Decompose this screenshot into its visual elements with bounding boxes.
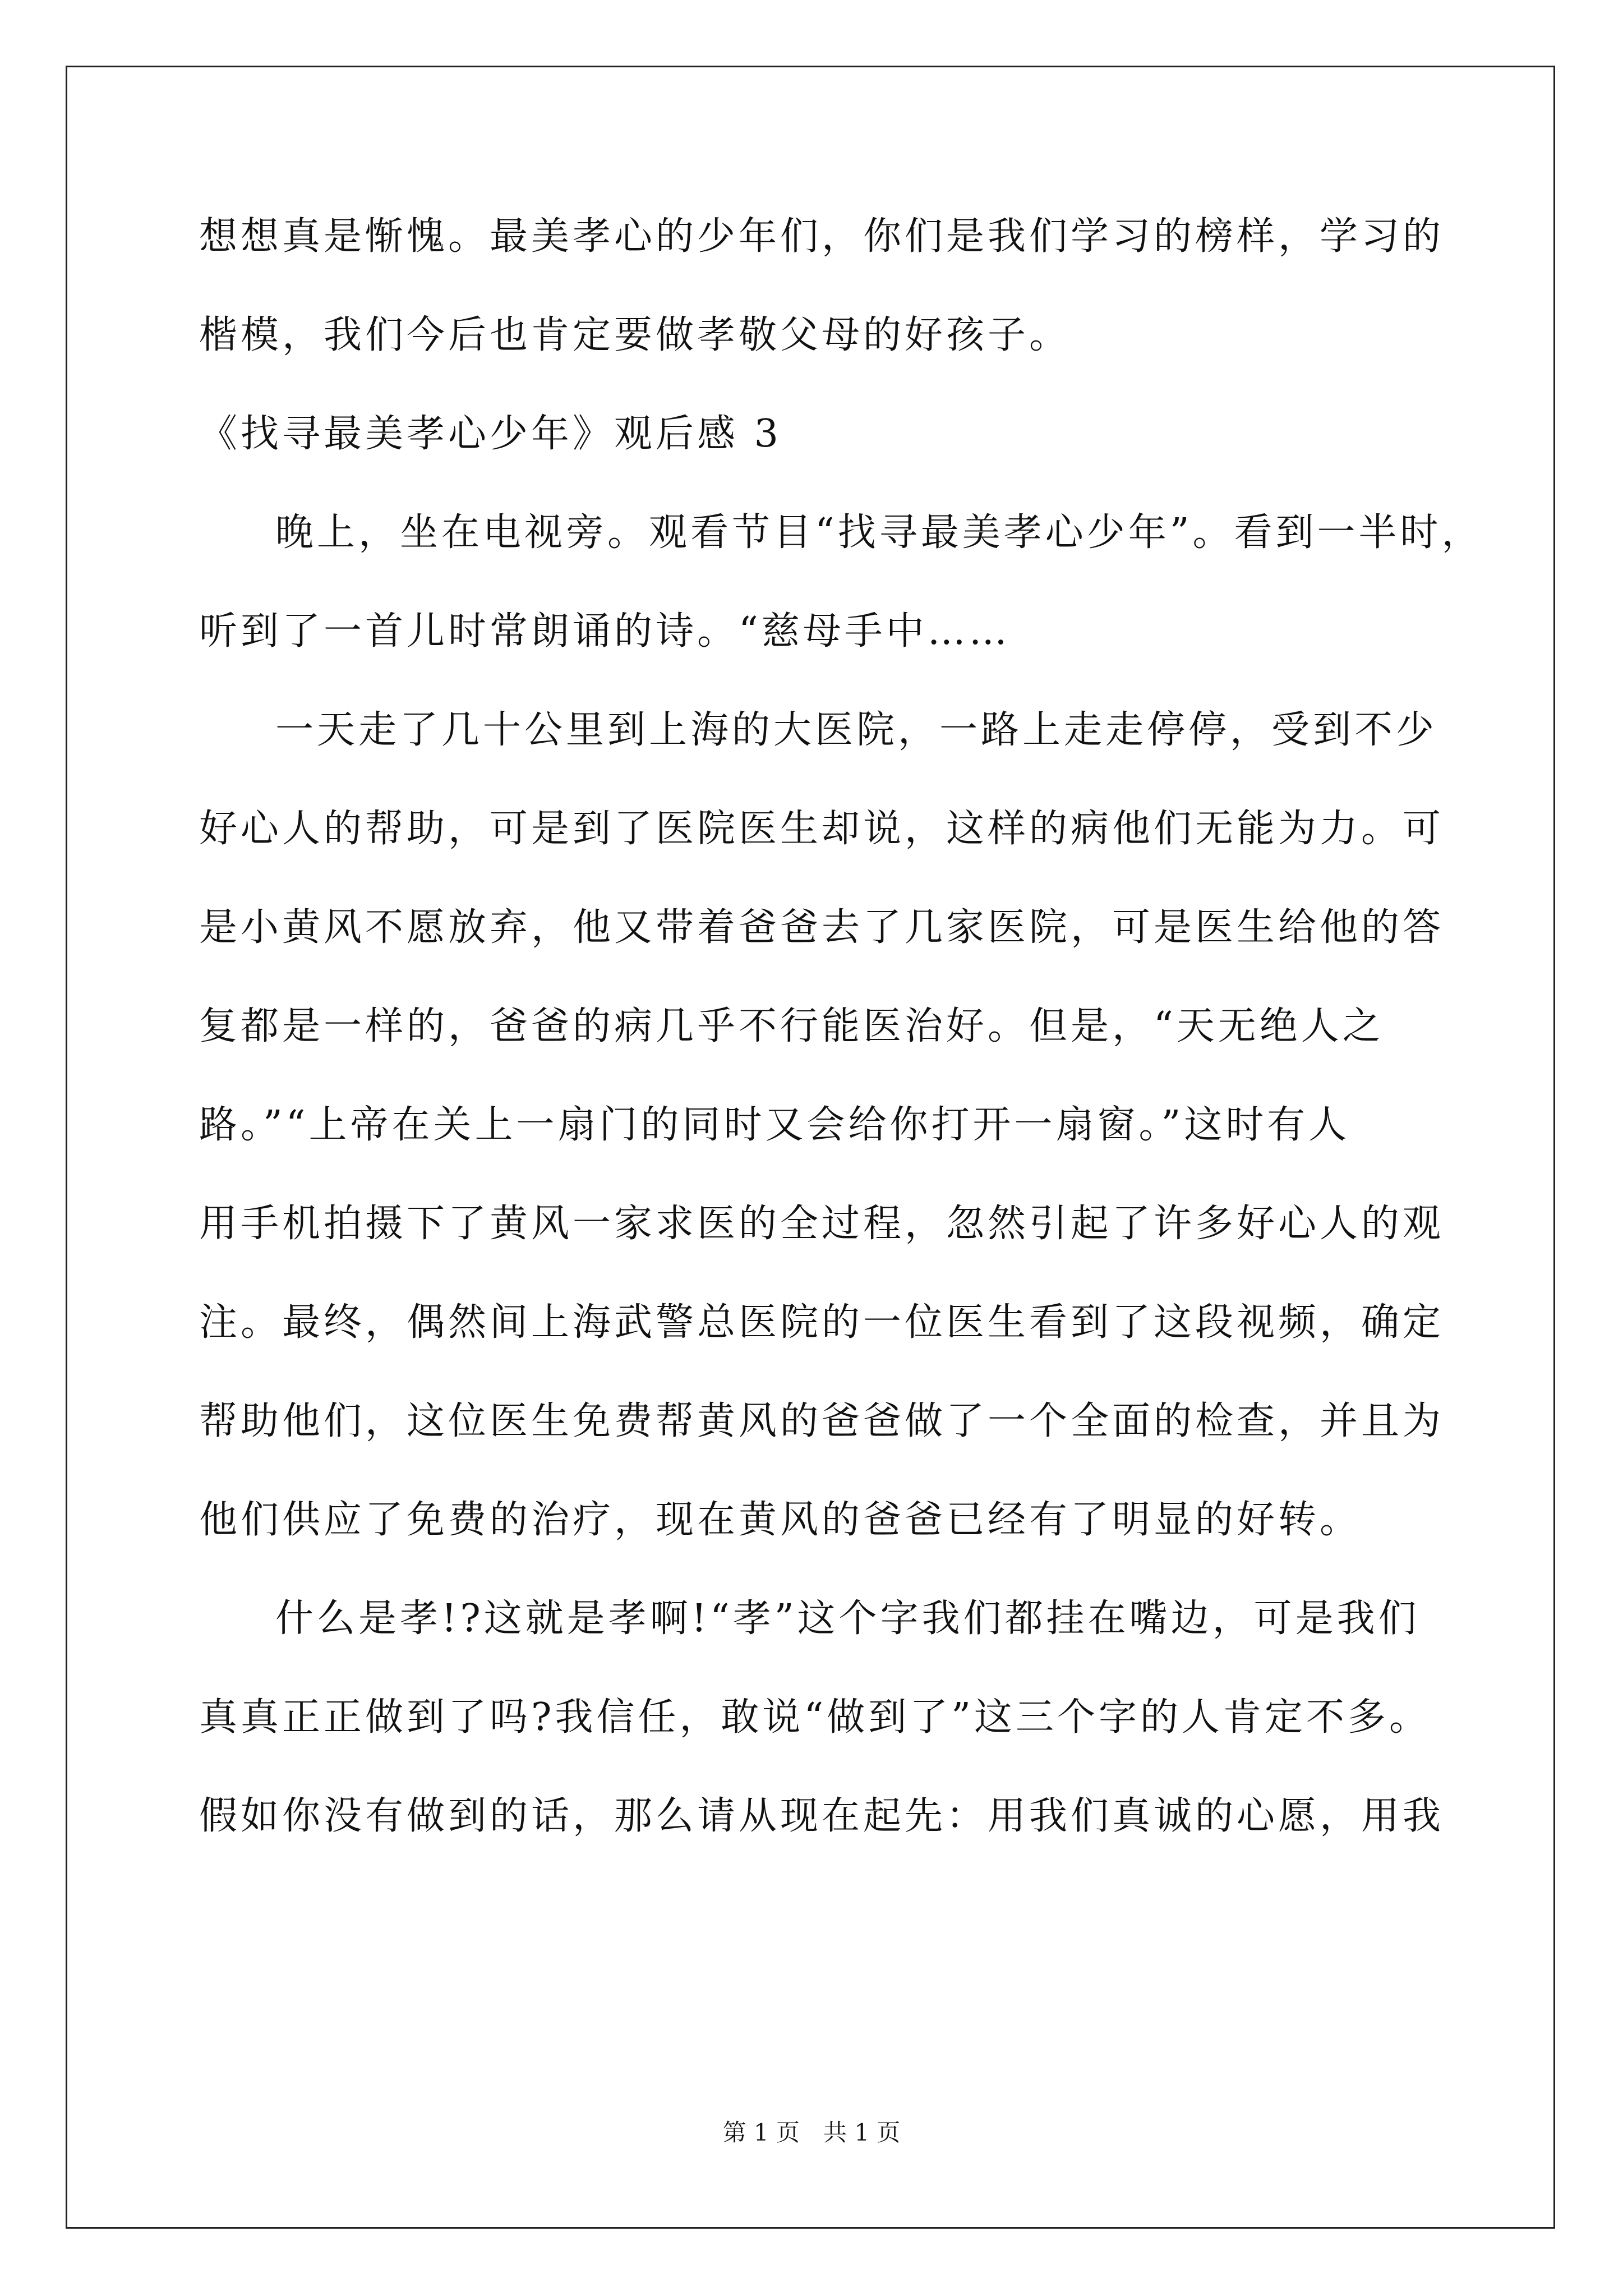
text-line: 楷模，我们今后也肯定要做孝敬父母的好孩子。: [199, 313, 1071, 357]
text-line: 他们供应了免费的治疗，现在黄风的爸爸已经有了明显的好转。: [199, 1498, 1362, 1542]
text-line: 用手机拍摄下了黄风一家求医的全过程，忽然引起了许多好心人的观: [199, 1202, 1445, 1246]
text-line: 想想真是惭愧。最美孝心的少年们，你们是我们学习的榜样，学习的: [199, 214, 1445, 259]
text-line: 什么是孝!?这就是孝啊!“孝”这个字我们都挂在嘴边，可是我们: [275, 1596, 1420, 1641]
text-line: 一天走了几十公里到上海的大医院，一路上走走停停，受到不少: [275, 708, 1438, 752]
text-line: 复都是一样的，爸爸的病几乎不行能医治好。但是，“天无绝人之: [199, 1004, 1384, 1048]
page-number: 第 1 页 共 1 页: [722, 2119, 901, 2146]
text-line: 注。最终，偶然间上海武警总医院的一位医生看到了这段视频，确定: [199, 1300, 1445, 1345]
text-line: 好心人的帮助，可是到了医院医生却说，这样的病他们无能为力。可: [199, 807, 1445, 851]
text-line: 路。”“上帝在关上一扇门的同时又会给你打开一扇窗。”这时有人: [199, 1103, 1350, 1147]
document-body: [199, 212, 1483, 1890]
text-line: 假如你没有做到的话，那么请从现在起先：用我们真诚的心愿，用我: [199, 1794, 1445, 1838]
text-line: 是小黄风不愿放弃，他又带着爸爸去了几家医院，可是医生给他的答: [199, 905, 1445, 950]
section-heading: 《找寻最美孝心少年》观后感 3: [199, 412, 782, 456]
text-line: 真真正正做到了吗?我信任，敢说“做到了”这三个字的人肯定不多。: [199, 1695, 1431, 1740]
text-line: 听到了一首儿时常朗诵的诗。“慈母手中……: [199, 609, 1011, 654]
text-line: 帮助他们，这位医生免费帮黄风的爸爸做了一个全面的检查，并且为: [199, 1399, 1445, 1443]
text-line: 晚上，坐在电视旁。观看节目“找寻最美孝心少年”。看到一半时，: [275, 510, 1483, 555]
